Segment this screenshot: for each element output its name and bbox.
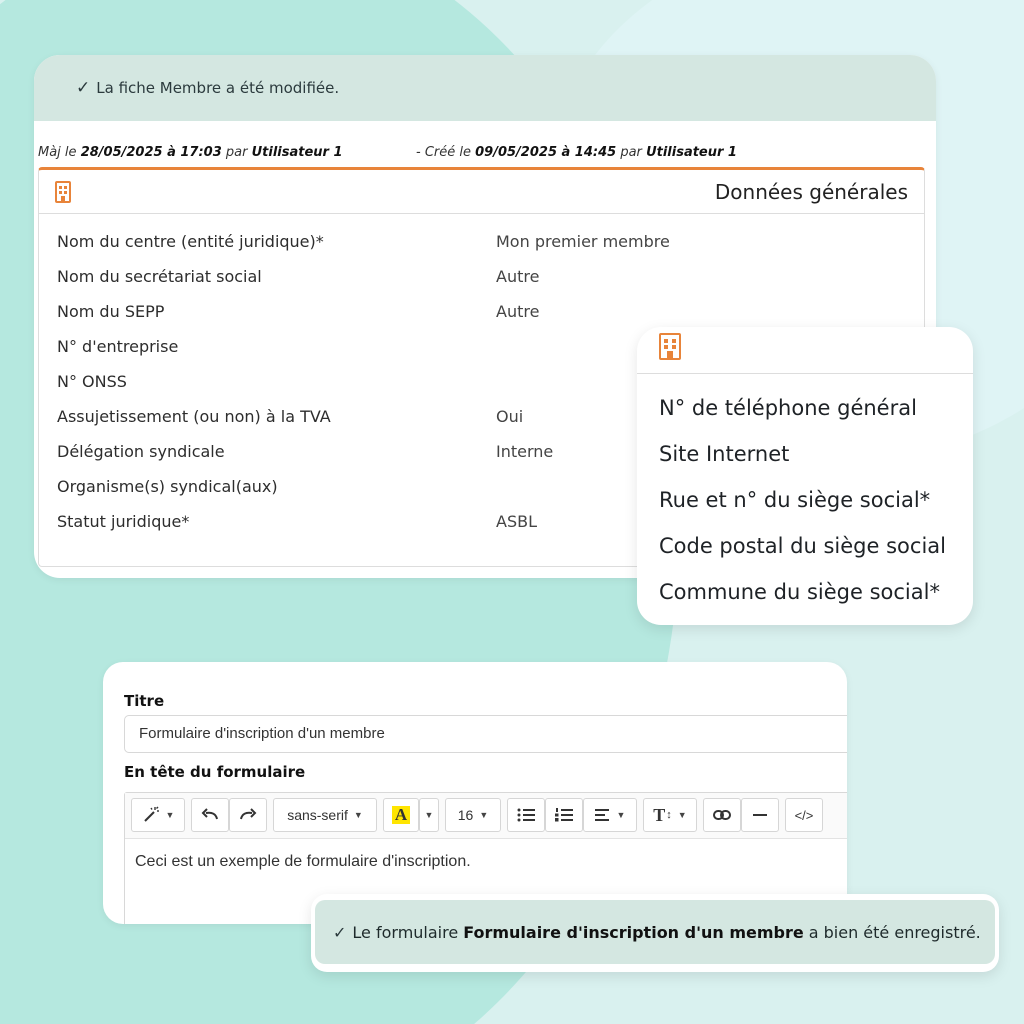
contact-fields-popup <box>637 327 973 625</box>
field-label: Nom du secrétariat social <box>57 267 262 286</box>
updated-user: Utilisateur 1 <box>251 145 343 160</box>
field-label: N° ONSS <box>57 372 127 391</box>
record-meta <box>38 145 936 160</box>
popup-field-label: N° de téléphone général <box>659 396 917 420</box>
paragraph-align-dropdown[interactable] <box>583 798 637 832</box>
ordered-list-button[interactable] <box>545 798 583 832</box>
popup-field-label: Commune du siège social* <box>659 580 940 604</box>
field-row <box>39 267 924 302</box>
text-height-dropdown[interactable] <box>643 798 697 832</box>
font-size-dropdown[interactable] <box>445 798 501 832</box>
font-size-value: 16 <box>457 807 474 823</box>
code-icon: </> <box>794 807 814 823</box>
saved-toast <box>311 894 999 972</box>
popup-field-list <box>637 374 973 626</box>
created-info: - Créé le 09/05/2025 à 14:45 par Utilisateur 1 <box>416 145 737 160</box>
success-alert <box>34 55 936 121</box>
title-label: Titre <box>124 692 165 710</box>
success-alert-text: La fiche Membre a été modifiée. <box>96 79 340 97</box>
popup-field-label: Code postal du siège social <box>659 534 946 558</box>
undo-button[interactable] <box>191 798 229 832</box>
minus-icon <box>753 813 767 817</box>
field-label: Nom du centre (entité juridique)* <box>57 232 324 251</box>
redo-icon <box>239 808 257 822</box>
field-label: Organisme(s) syndical(aux) <box>57 477 278 496</box>
chevron-down-icon: ▼ <box>677 810 687 820</box>
align-left-icon <box>595 809 611 821</box>
field-label: N° d'entreprise <box>57 337 179 356</box>
editor-toolbar <box>125 793 847 839</box>
field-label: Statut juridique* <box>57 512 190 531</box>
chevron-down-icon: ▼ <box>353 810 363 820</box>
field-value: Autre <box>496 302 540 321</box>
link-button[interactable] <box>703 798 741 832</box>
created-user: Utilisateur 1 <box>646 145 737 160</box>
undo-icon <box>201 808 219 822</box>
field-value: Mon premier membre <box>496 232 670 251</box>
highlight-icon: A <box>392 806 410 824</box>
chevron-down-icon: ▼ <box>479 810 489 820</box>
updated-datetime: 28/05/2025 à 17:03 <box>80 145 222 160</box>
font-family-value: sans-serif <box>287 807 348 823</box>
field-value: Autre <box>496 267 540 286</box>
panel-header <box>39 170 924 214</box>
header-label: En tête du formulaire <box>124 763 306 781</box>
code-view-button[interactable] <box>785 798 823 832</box>
toast-content <box>315 900 995 964</box>
editor-content[interactable]: Ceci est un exemple de formulaire d'inscription. <box>135 853 471 870</box>
updated-info: Màj le 28/05/2025 à 17:03 par Utilisateur 1 <box>38 145 343 160</box>
redo-button[interactable] <box>229 798 267 832</box>
link-icon <box>713 809 731 821</box>
field-value: Interne <box>496 442 554 461</box>
chevron-down-icon: ▼ <box>424 810 434 820</box>
panel-title: Données générales <box>714 179 908 204</box>
horizontal-rule-button[interactable] <box>741 798 779 832</box>
building-icon <box>55 181 71 203</box>
chevron-down-icon: ▼ <box>616 810 626 820</box>
font-family-dropdown[interactable] <box>273 798 377 832</box>
field-value: ASBL <box>496 512 537 531</box>
toast-suffix: a bien été enregistré. <box>808 922 981 942</box>
text-height-icon: T <box>653 804 666 825</box>
field-label: Nom du SEPP <box>57 302 165 321</box>
form-editor-card <box>103 662 847 924</box>
magic-wand-icon <box>142 806 160 824</box>
unordered-list-button[interactable] <box>507 798 545 832</box>
field-value: Oui <box>496 407 524 426</box>
field-label: Assujetissement (ou non) à la TVA <box>57 407 331 426</box>
popup-field-label: Site Internet <box>659 442 790 466</box>
highlight-color-button[interactable] <box>383 798 419 832</box>
highlight-color-dropdown[interactable] <box>419 798 439 832</box>
field-label: Délégation syndicale <box>57 442 225 461</box>
check-icon: ✓ <box>76 78 91 98</box>
arrow-updown-icon: ↕ <box>666 809 672 821</box>
created-datetime: 09/05/2025 à 14:45 <box>475 145 617 160</box>
popup-header <box>637 327 973 374</box>
numbered-list-icon <box>555 808 573 822</box>
check-icon: ✓ <box>333 922 347 942</box>
title-input[interactable]: Formulaire d'inscription d'un membre <box>124 715 847 753</box>
toast-form-name: Formulaire d'inscription d'un membre <box>463 922 804 942</box>
popup-field-label: Rue et n° du siège social* <box>659 488 931 512</box>
chevron-down-icon: ▼ <box>165 810 175 820</box>
bullet-list-icon <box>517 808 535 822</box>
field-row <box>39 232 924 267</box>
toast-prefix: Le formulaire <box>352 922 459 942</box>
building-icon <box>659 333 681 360</box>
magic-style-button[interactable] <box>131 798 185 832</box>
